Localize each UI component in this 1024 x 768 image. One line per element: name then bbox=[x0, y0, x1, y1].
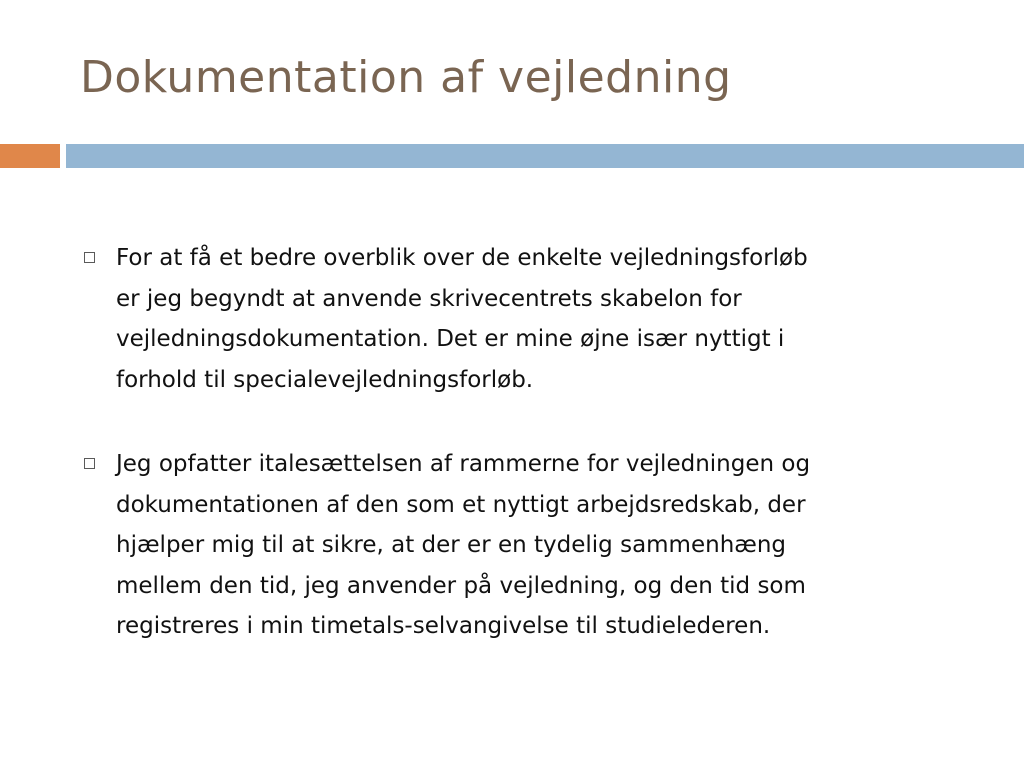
bullet-line: hjælper mig til at sikre, at der er en tydelig sammenhæng bbox=[116, 532, 787, 558]
bullet-line: vejledningsdokumentation. Det er mine øjne især nyttigt i bbox=[116, 326, 785, 352]
blue-header-rule bbox=[66, 144, 1024, 168]
bullet-item bbox=[80, 238, 960, 400]
bullet-line: mellem den tid, jeg anvender på vejledning, og den tid som bbox=[116, 572, 806, 599]
bullet-line: forhold til specialevejledningsforløb. bbox=[116, 366, 534, 393]
square-bullet-icon bbox=[84, 252, 95, 263]
bullet-line: For at få et bedre overblik over de enkelte vejledningsforløb bbox=[116, 245, 808, 271]
slide-body bbox=[80, 238, 960, 691]
bullet-line: Jeg opfatter italesættelsen af rammerne for vejledningen og bbox=[116, 451, 811, 477]
bullet-line: dokumentationen af den som et nyttigt arbejdsredskab, der bbox=[116, 491, 806, 518]
square-bullet-icon bbox=[84, 458, 95, 469]
bullet-line: registreres i min timetals-selvangivelse til studielederen. bbox=[116, 613, 771, 639]
orange-accent-bar bbox=[0, 144, 60, 168]
bullet-line: er jeg begyndt at anvende skrivecentrets skabelon for bbox=[116, 285, 742, 312]
bullet-item bbox=[80, 444, 960, 647]
slide-title: Dokumentation af vejledning bbox=[80, 52, 732, 103]
